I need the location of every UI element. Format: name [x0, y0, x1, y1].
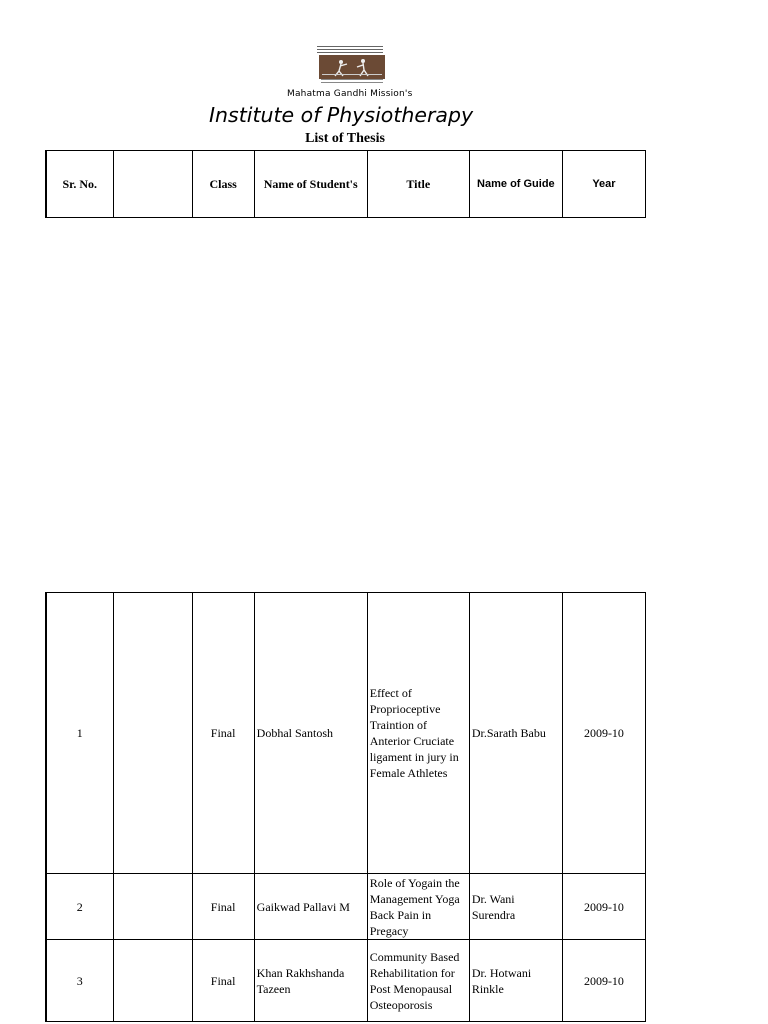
cell-sr-no: 3 — [46, 940, 113, 1022]
table-row — [46, 593, 646, 874]
cell-blank — [113, 593, 192, 874]
col-header-guide: Name of Guide — [469, 151, 562, 218]
table-row — [46, 940, 646, 1022]
col-header-student: Name of Student's — [254, 151, 367, 218]
cell-title: Effect of Proprioceptive Traintion of Anterior Cruciate ligament in jury in Female Athletes — [367, 593, 469, 874]
institute-title: Institute of Physiotherapy — [209, 103, 474, 127]
col-header-blank — [113, 151, 192, 218]
cell-sr-no: 2 — [46, 874, 113, 940]
header-row — [46, 151, 646, 218]
cell-sr-no: 1 — [46, 593, 113, 874]
cell-class: Final — [192, 940, 254, 1022]
table-row — [46, 874, 646, 940]
col-header-year: Year — [562, 151, 645, 218]
cell-year: 2009-10 — [562, 940, 645, 1022]
cell-student: Dobhal Santosh — [254, 593, 367, 874]
cell-guide: Dr.Sarath Babu — [469, 593, 562, 874]
logo-emblem — [319, 55, 385, 79]
cell-student: Gaikwad Pallavi M — [254, 874, 367, 940]
thesis-table-body — [45, 592, 646, 1022]
cell-blank — [113, 940, 192, 1022]
cell-year: 2009-10 — [562, 874, 645, 940]
thesis-table-header — [45, 150, 646, 218]
mission-name: Mahatma Gandhi Mission's — [287, 89, 413, 99]
cell-class: Final — [192, 874, 254, 940]
col-header-class: Class — [192, 151, 254, 218]
col-header-sr-no: Sr. No. — [46, 151, 113, 218]
cell-title: Role of Yogain the Management Yoga Back Pain in Pregacy — [367, 874, 469, 940]
list-title: List of Thesis — [305, 131, 385, 146]
cell-student: Khan Rakhshanda Tazeen — [254, 940, 367, 1022]
logo-footer-text — [321, 79, 383, 83]
col-header-title: Title — [367, 151, 469, 218]
cell-blank — [113, 874, 192, 940]
cell-year: 2009-10 — [562, 593, 645, 874]
cell-guide: Dr. Hotwani Rinkle — [469, 940, 562, 1022]
cell-guide: Dr. Wani Surendra — [469, 874, 562, 940]
institution-logo — [313, 44, 391, 84]
cell-title: Community Based Rehabilitation for Post Menopausal Osteoporosis — [367, 940, 469, 1022]
cell-class: Final — [192, 593, 254, 874]
